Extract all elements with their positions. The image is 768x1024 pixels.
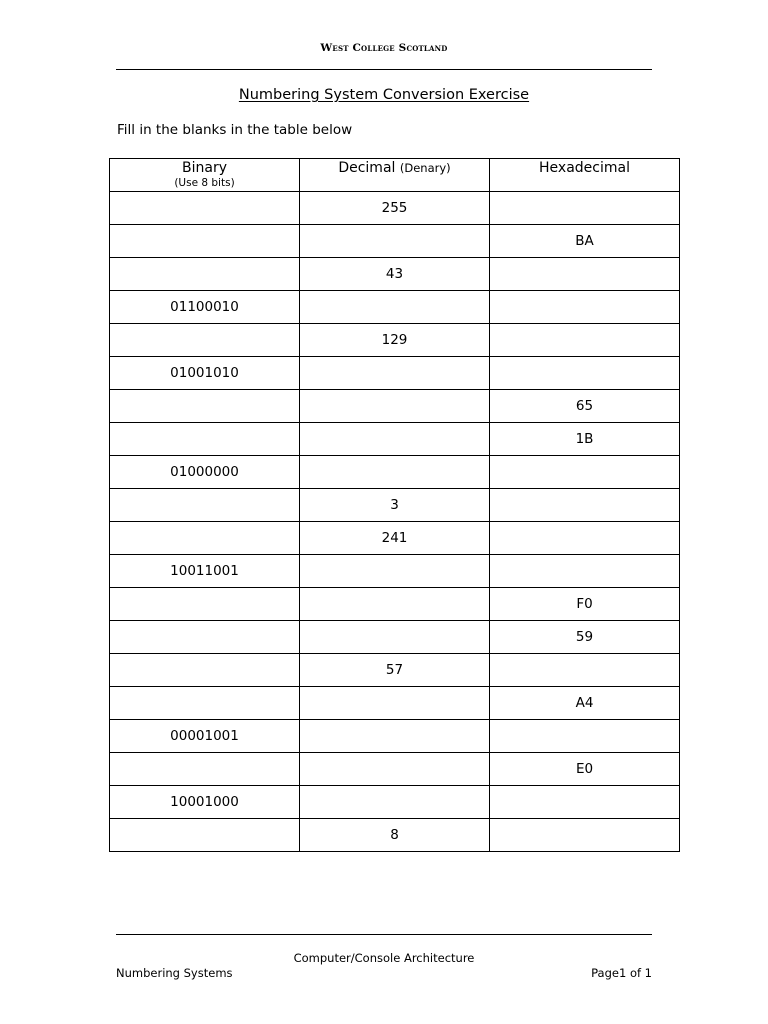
decimal-cell	[300, 687, 490, 720]
table-row	[110, 588, 680, 621]
table-row	[110, 192, 680, 225]
table-row	[110, 522, 680, 555]
decimal-cell: 255	[300, 192, 490, 225]
hex-cell	[490, 258, 680, 291]
binary-cell	[110, 588, 300, 621]
binary-cell	[110, 225, 300, 258]
hex-cell	[490, 786, 680, 819]
binary-cell	[110, 390, 300, 423]
hex-cell: A4	[490, 687, 680, 720]
binary-cell: 10011001	[110, 555, 300, 588]
hex-cell	[490, 357, 680, 390]
binary-cell: 10001000	[110, 786, 300, 819]
binary-cell	[110, 258, 300, 291]
document-title: Numbering System Conversion Exercise	[238, 87, 530, 103]
table-row	[110, 687, 680, 720]
binary-cell	[110, 423, 300, 456]
footer-page-number: Page1 of 1	[591, 966, 652, 980]
hex-header-label: Hexadecimal	[539, 160, 630, 176]
binary-header-note: (Use 8 bits)	[174, 177, 235, 189]
hex-cell: BA	[490, 225, 680, 258]
table-row	[110, 258, 680, 291]
decimal-cell	[300, 621, 490, 654]
binary-cell	[110, 522, 300, 555]
decimal-cell	[300, 291, 490, 324]
hex-cell	[490, 555, 680, 588]
hex-column-header	[490, 159, 680, 192]
table-body	[110, 192, 680, 852]
conversion-table	[109, 158, 680, 852]
hex-cell	[490, 489, 680, 522]
binary-cell	[110, 489, 300, 522]
table-row	[110, 753, 680, 786]
decimal-cell	[300, 390, 490, 423]
hex-cell	[490, 192, 680, 225]
table-row	[110, 654, 680, 687]
table-row	[110, 456, 680, 489]
binary-cell	[110, 324, 300, 357]
decimal-cell	[300, 225, 490, 258]
table-row	[110, 390, 680, 423]
decimal-column-header	[300, 159, 490, 192]
binary-header-label: Binary	[182, 160, 227, 176]
decimal-cell	[300, 588, 490, 621]
decimal-cell: 3	[300, 489, 490, 522]
hex-cell	[490, 291, 680, 324]
decimal-cell	[300, 555, 490, 588]
binary-cell	[110, 621, 300, 654]
table-row	[110, 720, 680, 753]
binary-cell	[110, 819, 300, 852]
table-row	[110, 423, 680, 456]
binary-cell	[110, 687, 300, 720]
table-row	[110, 786, 680, 819]
binary-cell: 01100010	[110, 291, 300, 324]
hex-cell: 1B	[490, 423, 680, 456]
decimal-header-note: (Denary)	[399, 161, 451, 175]
decimal-cell	[300, 423, 490, 456]
hex-cell	[490, 654, 680, 687]
binary-cell: 00001001	[110, 720, 300, 753]
hex-cell: F0	[490, 588, 680, 621]
binary-cell: 01001010	[110, 357, 300, 390]
binary-cell: 01000000	[110, 456, 300, 489]
table-row	[110, 489, 680, 522]
hex-cell: E0	[490, 753, 680, 786]
footer-topic: Numbering Systems	[116, 966, 233, 980]
decimal-cell	[300, 456, 490, 489]
decimal-cell: 129	[300, 324, 490, 357]
hex-cell	[490, 456, 680, 489]
decimal-cell: 8	[300, 819, 490, 852]
table-row	[110, 819, 680, 852]
hex-cell: 65	[490, 390, 680, 423]
binary-cell	[110, 753, 300, 786]
binary-column-header	[110, 159, 300, 192]
binary-cell	[110, 192, 300, 225]
decimal-cell	[300, 357, 490, 390]
hex-cell	[490, 324, 680, 357]
table-row	[110, 291, 680, 324]
hex-cell	[490, 819, 680, 852]
binary-cell	[110, 654, 300, 687]
organization-header: West College Scotland	[320, 42, 448, 54]
decimal-cell: 43	[300, 258, 490, 291]
header-divider	[116, 69, 652, 70]
footer-divider	[116, 934, 652, 935]
footer-course: Computer/Console Architecture	[293, 951, 475, 965]
table-row	[110, 357, 680, 390]
table-row	[110, 324, 680, 357]
table-header-row	[110, 159, 680, 192]
decimal-cell: 57	[300, 654, 490, 687]
decimal-cell	[300, 753, 490, 786]
decimal-cell	[300, 786, 490, 819]
table-row	[110, 225, 680, 258]
table-row	[110, 621, 680, 654]
hex-cell	[490, 720, 680, 753]
hex-cell: 59	[490, 621, 680, 654]
decimal-cell	[300, 720, 490, 753]
instructions-text: Fill in the blanks in the table below	[117, 122, 353, 138]
decimal-header-label: Decimal	[338, 160, 396, 176]
table-row	[110, 555, 680, 588]
decimal-cell: 241	[300, 522, 490, 555]
hex-cell	[490, 522, 680, 555]
